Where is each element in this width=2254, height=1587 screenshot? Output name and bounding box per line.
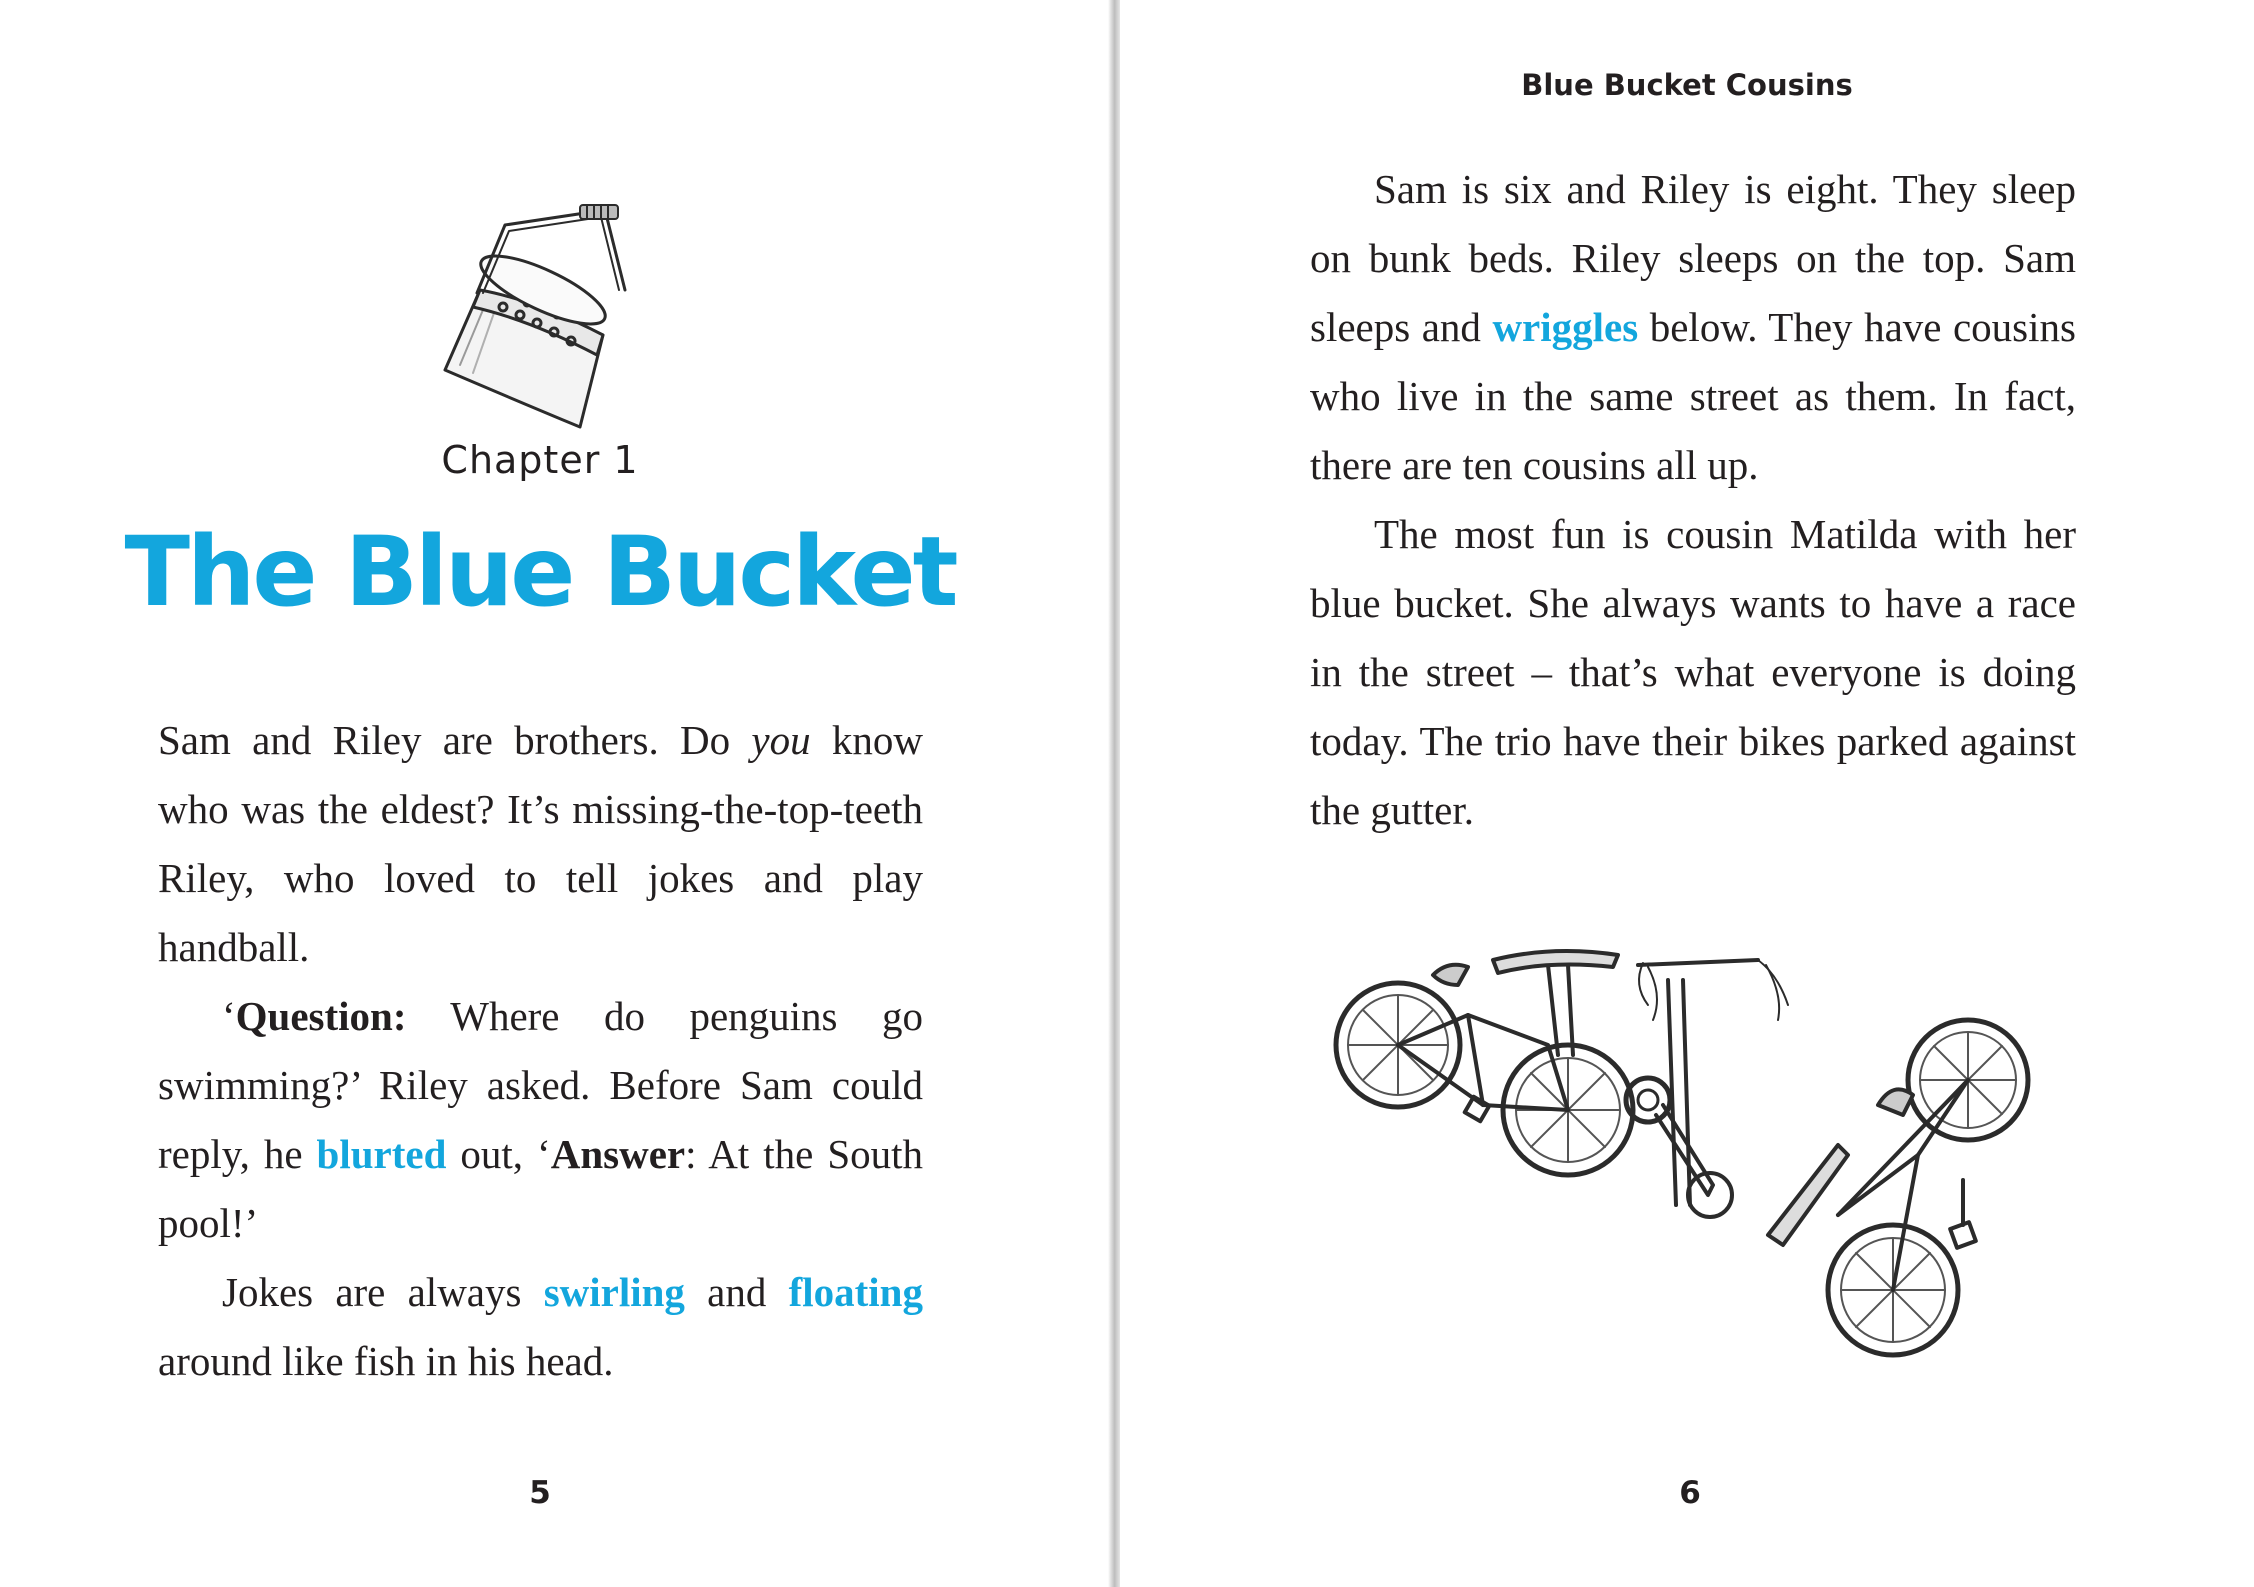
text-run: below. They have cousins who live in the same street as them. In fact, there are ten cousins all up. (1310, 304, 2076, 488)
vocabulary-word: swirling (543, 1269, 685, 1315)
text-run: Where do penguins go swimming?’ Riley asked. Before Sam could reply, he (158, 993, 923, 1177)
text-run: Sam is six and Riley is eight. They sleep on bunk beds. Riley sleeps on the top. Sam sleeps and (1310, 166, 2076, 350)
left-page (0, 0, 1108, 1587)
body-paragraph (158, 982, 923, 1258)
text-run: Sam and Riley are brothers. Do (158, 717, 752, 763)
book-gutter (1108, 0, 1120, 1587)
text-run: : At the South pool!’ (158, 1131, 924, 1246)
left-body-text (158, 706, 923, 1396)
vocabulary-word: wriggles (1492, 304, 1639, 350)
chapter-label: Chapter 1 (441, 438, 639, 482)
body-paragraph (158, 706, 923, 982)
text-run: out, ‘ (446, 1131, 551, 1177)
page-number-left: 5 (529, 1475, 551, 1511)
page-number-right: 6 (1679, 1475, 1701, 1511)
text-run: The most fun is cousin Matilda with her blue bucket. She always wants to have a race in the street – that’s what everyone is doing today. The trio have their bikes parked against the gutter. (1310, 511, 2076, 833)
body-paragraph (1310, 500, 2076, 845)
text-run: ‘ (222, 993, 236, 1039)
bold-text: Question: (235, 993, 407, 1039)
bold-text: Answer (550, 1131, 686, 1177)
running-head: Blue Bucket Cousins (1521, 68, 1853, 102)
bikes-illustration (1318, 905, 2098, 1365)
chapter-title: The Blue Bucket (124, 516, 956, 628)
text-run: around like fish in his head. (158, 1338, 614, 1384)
body-paragraph (158, 1258, 923, 1396)
vocabulary-word: floating (788, 1269, 923, 1315)
right-body-text (1310, 155, 2076, 845)
body-paragraph (1310, 155, 2076, 500)
text-run: and (684, 1269, 789, 1315)
italic-text: you (751, 717, 811, 763)
text-run: Jokes are always (222, 1269, 544, 1315)
vocabulary-word: blurted (316, 1131, 447, 1177)
text-run: know who was the eldest? It’s missing-the-top-teeth Riley, who loved to tell jokes and play handball. (158, 717, 923, 970)
bucket-illustration (425, 195, 665, 430)
